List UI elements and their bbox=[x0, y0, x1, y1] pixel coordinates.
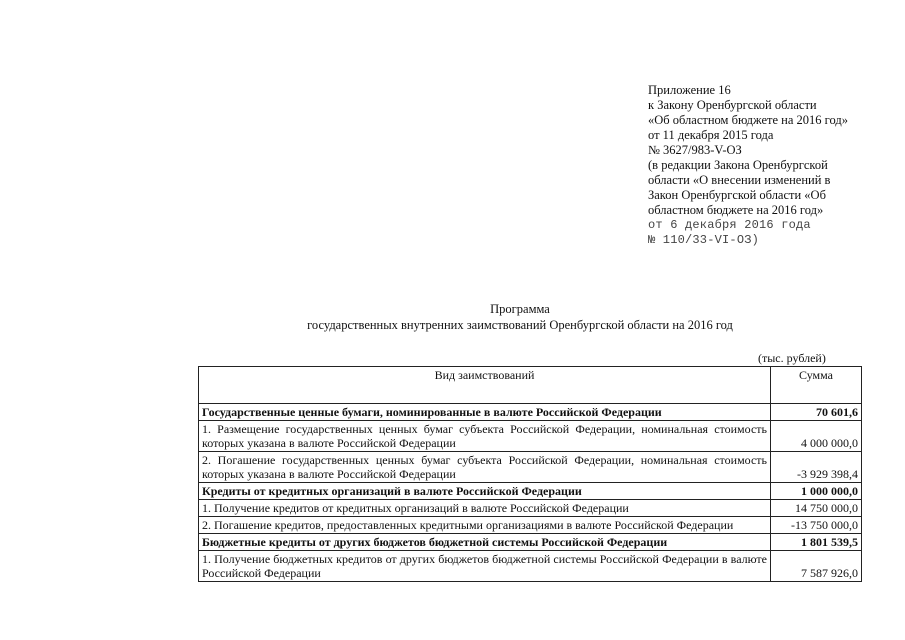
row-type: 1. Размещение государственных ценных бумаг субъекта Российской Федерации, номинальная стоимость которых указана в валюте Российской Федерации bbox=[199, 421, 771, 452]
borrowing-table bbox=[198, 366, 862, 582]
row-amount: 7 587 926,0 bbox=[771, 551, 862, 582]
amendment-date: от 6 декабря 2016 года bbox=[648, 218, 811, 232]
row-type: 2. Погашение государственных ценных бумаг субъекта Российской Федерации, номинальная стоимость которых указана в валюте Российской Федерации bbox=[199, 452, 771, 483]
table-body bbox=[199, 404, 862, 582]
row-amount: -13 750 000,0 bbox=[771, 517, 862, 534]
annotation-line: (в редакции Закона Оренбургской bbox=[648, 158, 828, 172]
row-type: 2. Погашение кредитов, предоставленных кредитными организациями в валюте Российской Федерации bbox=[199, 517, 771, 534]
annotation-line: Закон Оренбургской области «Об bbox=[648, 188, 826, 202]
table-row bbox=[199, 404, 862, 421]
annotation-line: «Об областном бюджете на 2016 год» bbox=[648, 113, 848, 127]
header-type: Вид заимствований bbox=[199, 367, 771, 404]
table-row bbox=[199, 517, 862, 534]
units-label: (тыс. рублей) bbox=[758, 351, 826, 365]
row-type: 1. Получение бюджетных кредитов от других бюджетов бюджетной системы Российской Федерации в валюте Российской Федерации bbox=[199, 551, 771, 582]
table-row bbox=[199, 500, 862, 517]
header-amount: Сумма bbox=[771, 367, 862, 404]
annotation-line: к Закону Оренбургской области bbox=[648, 98, 817, 112]
document-title bbox=[250, 301, 790, 333]
table-row bbox=[199, 534, 862, 551]
row-type: Бюджетные кредиты от других бюджетов бюджетной системы Российской Федерации bbox=[199, 534, 771, 551]
title-line: Программа bbox=[490, 302, 550, 316]
row-amount: 1 000 000,0 bbox=[771, 483, 862, 500]
annotation-line: областном бюджете на 2016 год» bbox=[648, 203, 824, 217]
row-amount: 4 000 000,0 bbox=[771, 421, 862, 452]
amendment-number: № 110/33-VI-ОЗ) bbox=[648, 233, 760, 247]
table-row bbox=[199, 452, 862, 483]
row-type: 1. Получение кредитов от кредитных организаций в валюте Российской Федерации bbox=[199, 500, 771, 517]
table-row bbox=[199, 421, 862, 452]
table-header-row bbox=[199, 367, 862, 404]
title-subline: государственных внутренних заимствований Оренбургской области на 2016 год bbox=[307, 318, 733, 332]
row-type: Государственные ценные бумаги, номинированные в валюте Российской Федерации bbox=[199, 404, 771, 421]
annotation-line: от 11 декабря 2015 года bbox=[648, 128, 774, 142]
table-row bbox=[199, 483, 862, 500]
annotation-line: № 3627/983-V-ОЗ bbox=[648, 143, 742, 157]
law-annotation bbox=[648, 83, 848, 248]
table-row bbox=[199, 551, 862, 582]
annotation-line: области «О внесении изменений в bbox=[648, 173, 831, 187]
row-amount: -3 929 398,4 bbox=[771, 452, 862, 483]
row-type: Кредиты от кредитных организаций в валюте Российской Федерации bbox=[199, 483, 771, 500]
row-amount: 70 601,6 bbox=[771, 404, 862, 421]
annotation-line: Приложение 16 bbox=[648, 83, 731, 97]
row-amount: 14 750 000,0 bbox=[771, 500, 862, 517]
row-amount: 1 801 539,5 bbox=[771, 534, 862, 551]
